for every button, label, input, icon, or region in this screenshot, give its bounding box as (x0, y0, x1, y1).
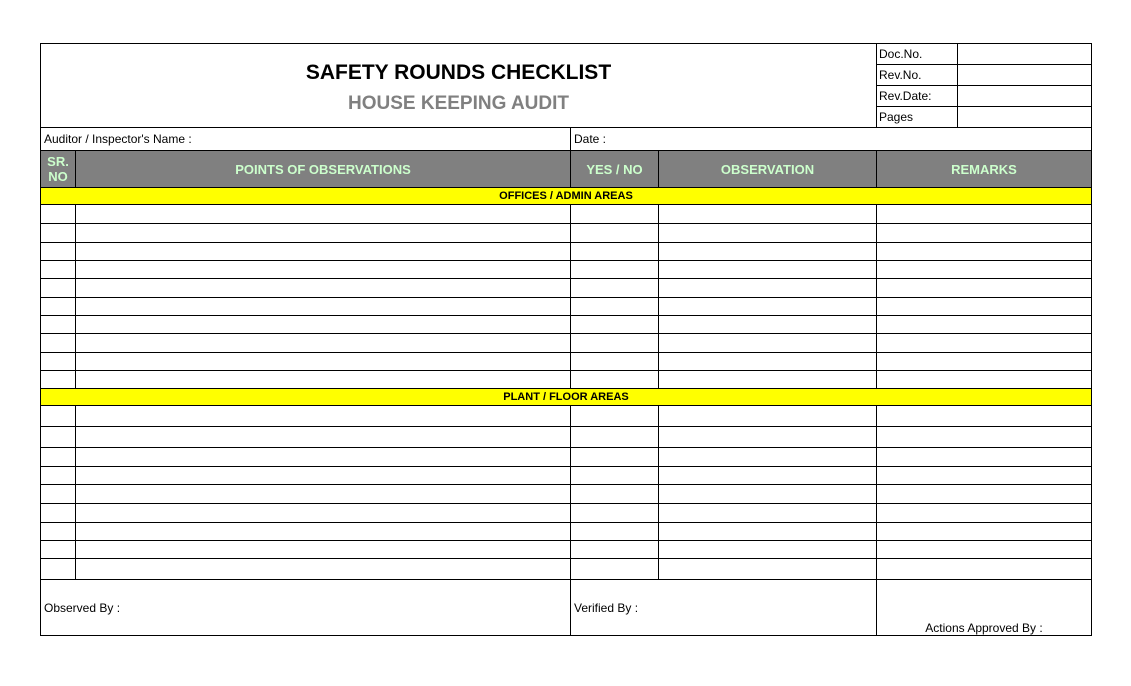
remarks-cell[interactable] (877, 353, 1092, 371)
points-cell[interactable] (76, 261, 571, 279)
table-row (41, 298, 1092, 316)
yes-no-cell[interactable] (571, 224, 659, 243)
yes-no-cell[interactable] (571, 485, 659, 504)
observation-cell[interactable] (659, 504, 877, 523)
sr-no-cell[interactable] (41, 316, 76, 334)
sr-no-cell[interactable] (41, 448, 76, 467)
section-header-row (41, 188, 1092, 205)
points-cell[interactable] (76, 224, 571, 243)
page-title: SAFETY ROUNDS CHECKLIST (305, 60, 612, 84)
remarks-cell[interactable] (877, 485, 1092, 504)
remarks-cell[interactable] (877, 205, 1092, 224)
table-row (41, 224, 1092, 243)
yes-no-cell[interactable] (571, 298, 659, 316)
date-label: Date : (574, 132, 607, 146)
remarks-cell[interactable] (877, 224, 1092, 243)
points-cell[interactable] (76, 559, 571, 580)
table-row (41, 205, 1092, 224)
sr-no-cell[interactable] (41, 224, 76, 243)
observation-cell[interactable] (659, 243, 877, 261)
sr-no-cell[interactable] (41, 523, 76, 541)
sr-no-cell[interactable] (41, 485, 76, 504)
rev-no-label: Rev.No. (877, 65, 958, 86)
observation-cell[interactable] (659, 541, 877, 559)
yes-no-cell[interactable] (571, 279, 659, 298)
observation-cell[interactable] (659, 485, 877, 504)
yes-no-cell[interactable] (571, 243, 659, 261)
yes-no-cell[interactable] (571, 316, 659, 334)
verified-by-label: Verified By : (574, 600, 639, 615)
col-header-sr-no: SR. NO (41, 151, 76, 188)
col-header-observation: OBSERVATION (659, 151, 877, 188)
points-cell[interactable] (76, 353, 571, 371)
points-cell[interactable] (76, 485, 571, 504)
observation-cell[interactable] (659, 448, 877, 467)
observation-cell[interactable] (659, 279, 877, 298)
points-cell[interactable] (76, 371, 571, 389)
sr-no-cell[interactable] (41, 261, 76, 279)
section-title: OFFICES / ADMIN AREAS (41, 188, 1092, 205)
remarks-cell[interactable] (877, 261, 1092, 279)
sr-no-cell[interactable] (41, 504, 76, 523)
observation-cell[interactable] (659, 316, 877, 334)
table-row (41, 334, 1092, 353)
table-row (41, 243, 1092, 261)
table-row (41, 261, 1092, 279)
sr-no-cell[interactable] (41, 427, 76, 448)
auditor-name-label: Auditor / Inspector's Name : (44, 132, 192, 146)
observation-cell[interactable] (659, 261, 877, 279)
yes-no-cell[interactable] (571, 541, 659, 559)
remarks-cell[interactable] (877, 334, 1092, 353)
sr-no-cell[interactable] (41, 243, 76, 261)
observation-cell[interactable] (659, 371, 877, 389)
yes-no-cell[interactable] (571, 353, 659, 371)
sr-no-cell[interactable] (41, 467, 76, 485)
observation-cell[interactable] (659, 205, 877, 224)
yes-no-cell[interactable] (571, 427, 659, 448)
points-cell[interactable] (76, 205, 571, 224)
observed-by-label: Observed By : (44, 600, 121, 615)
sr-no-cell[interactable] (41, 371, 76, 389)
table-row (41, 467, 1092, 485)
table-row (41, 504, 1092, 523)
points-cell[interactable] (76, 316, 571, 334)
points-cell[interactable] (76, 448, 571, 467)
points-cell[interactable] (76, 298, 571, 316)
sr-no-cell[interactable] (41, 334, 76, 353)
remarks-cell[interactable] (877, 541, 1092, 559)
sr-no-cell[interactable] (41, 353, 76, 371)
observation-cell[interactable] (659, 353, 877, 371)
remarks-cell[interactable] (877, 298, 1092, 316)
verified-by-field[interactable] (571, 580, 877, 636)
table-row (41, 406, 1092, 427)
section-header-row (41, 389, 1092, 406)
doc-no-label: Doc.No. (877, 44, 958, 65)
col-header-yes-no: YES / NO (571, 151, 659, 188)
observation-cell[interactable] (659, 334, 877, 353)
sr-no-cell[interactable] (41, 205, 76, 224)
section-title: PLANT / FLOOR AREAS (41, 389, 1092, 406)
rev-date-field[interactable] (958, 86, 1092, 107)
yes-no-cell[interactable] (571, 205, 659, 224)
pages-field[interactable] (958, 107, 1092, 128)
rev-no-field[interactable] (958, 65, 1092, 86)
remarks-cell[interactable] (877, 243, 1092, 261)
points-cell[interactable] (76, 427, 571, 448)
table-row (41, 448, 1092, 467)
yes-no-cell[interactable] (571, 371, 659, 389)
rev-date-label: Rev.Date: (877, 86, 958, 107)
date-field[interactable] (571, 128, 1092, 151)
table-row (41, 541, 1092, 559)
sr-no-cell[interactable] (41, 559, 76, 580)
observed-by-field[interactable] (41, 580, 571, 636)
remarks-cell[interactable] (877, 467, 1092, 485)
yes-no-cell[interactable] (571, 448, 659, 467)
table-row (41, 559, 1092, 580)
yes-no-cell[interactable] (571, 467, 659, 485)
observation-cell[interactable] (659, 406, 877, 427)
points-cell[interactable] (76, 523, 571, 541)
table-row (41, 316, 1092, 334)
approved-by-label: Actions Approved By : (925, 621, 1043, 635)
yes-no-cell[interactable] (571, 504, 659, 523)
remarks-cell[interactable] (877, 316, 1092, 334)
points-cell[interactable] (76, 334, 571, 353)
table-row (41, 371, 1092, 389)
points-cell[interactable] (76, 541, 571, 559)
remarks-cell[interactable] (877, 523, 1092, 541)
table-row (41, 353, 1092, 371)
pages-label: Pages (877, 107, 958, 128)
table-row (41, 485, 1092, 504)
yes-no-cell[interactable] (571, 334, 659, 353)
observation-cell[interactable] (659, 298, 877, 316)
observation-cell[interactable] (659, 523, 877, 541)
page-subtitle: HOUSE KEEPING AUDIT (348, 92, 569, 114)
checklist-table (40, 43, 1092, 636)
yes-no-cell[interactable] (571, 261, 659, 279)
title-block (41, 44, 877, 128)
remarks-cell[interactable] (877, 504, 1092, 523)
points-cell[interactable] (76, 279, 571, 298)
table-row (41, 427, 1092, 448)
observation-cell[interactable] (659, 224, 877, 243)
remarks-cell[interactable] (877, 371, 1092, 389)
col-header-points: POINTS OF OBSERVATIONS (76, 151, 571, 188)
sr-no-cell[interactable] (41, 298, 76, 316)
approved-by-field[interactable] (877, 580, 1092, 636)
col-header-remarks: REMARKS (877, 151, 1092, 188)
points-cell[interactable] (76, 243, 571, 261)
yes-no-cell[interactable] (571, 406, 659, 427)
points-cell[interactable] (76, 406, 571, 427)
doc-no-field[interactable] (958, 44, 1092, 65)
table-row (41, 523, 1092, 541)
table-row (41, 279, 1092, 298)
remarks-cell[interactable] (877, 427, 1092, 448)
remarks-cell[interactable] (877, 406, 1092, 427)
remarks-cell[interactable] (877, 559, 1092, 580)
observation-cell[interactable] (659, 467, 877, 485)
observation-cell[interactable] (659, 427, 877, 448)
points-cell[interactable] (76, 467, 571, 485)
remarks-cell[interactable] (877, 448, 1092, 467)
yes-no-cell[interactable] (571, 523, 659, 541)
auditor-name-field[interactable] (41, 128, 571, 151)
observation-cell[interactable] (659, 559, 877, 580)
sr-no-cell[interactable] (41, 279, 76, 298)
sr-no-cell[interactable] (41, 406, 76, 427)
yes-no-cell[interactable] (571, 559, 659, 580)
remarks-cell[interactable] (877, 279, 1092, 298)
points-cell[interactable] (76, 504, 571, 523)
sr-no-cell[interactable] (41, 541, 76, 559)
